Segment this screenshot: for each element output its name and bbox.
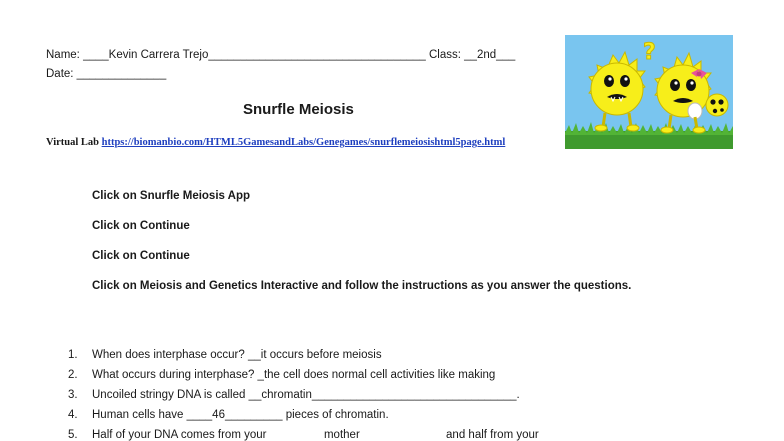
- snurfle-illustration: [565, 35, 733, 149]
- question-text: When does interphase occur? __it occurs before meiosis: [92, 349, 382, 361]
- question-number: 5.: [68, 429, 78, 441]
- question-text: Half of your DNA comes from your mother and half from your: [92, 429, 539, 441]
- snurfle-baby-icon: [706, 94, 728, 116]
- question-5: [68, 429, 539, 441]
- question-number: 4.: [68, 409, 78, 421]
- svg-text:?: ?: [643, 40, 656, 65]
- question-2: [68, 369, 495, 381]
- question-1: [68, 349, 382, 361]
- virtual-lab-line: [46, 137, 505, 148]
- question-3: [68, 389, 520, 401]
- instruction-2: Click on Continue: [92, 220, 190, 232]
- instruction-4: Click on Meiosis and Genetics Interactive and follow the instructions as you answer the questions.: [92, 280, 632, 292]
- instruction-1: Click on Snurfle Meiosis App: [92, 190, 251, 202]
- instruction-3: Click on Continue: [92, 250, 190, 262]
- virtual-lab-label: Virtual Lab: [46, 137, 99, 148]
- question-number: 2.: [68, 369, 78, 381]
- virtual-lab-link[interactable]: https://biomanbio.com/HTML5GamesandLabs/Genegames/snurflemeiosishtml5page.html: [101, 137, 506, 148]
- name-class-line: Name: ____Kevin Carrera Trejo__________________________________ Class: __2nd___: [46, 49, 516, 61]
- question-text: Human cells have ____46_________ pieces of chromatin.: [92, 409, 389, 421]
- date-line: Date: ______________: [46, 68, 167, 80]
- question-text: What occurs during interphase? _the cell does normal cell activities like making: [92, 369, 496, 381]
- page-title: Snurfle Meiosis: [243, 101, 354, 118]
- question-number: 3.: [68, 389, 78, 401]
- question-text: Uncoiled stringy DNA is called __chromatin________________________________.: [92, 389, 520, 401]
- question-4: [68, 409, 389, 421]
- question-number: 1.: [68, 349, 78, 361]
